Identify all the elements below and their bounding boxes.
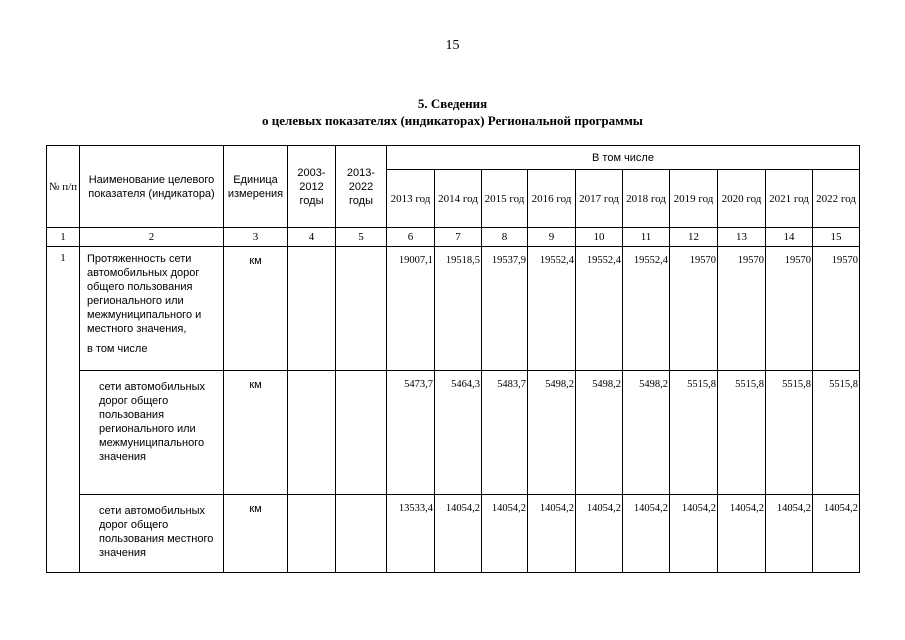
value-cell: 14054,2 [576,495,623,573]
header-name: Наименование целевого показателя (индикатора) [80,146,224,228]
header-num: № п/п [47,146,80,228]
value-cell: 14054,2 [813,495,860,573]
value-cell: 14054,2 [718,495,766,573]
value-cell: 14054,2 [435,495,482,573]
column-number: 11 [623,228,670,247]
period-cell [288,495,336,573]
table-row [47,495,860,573]
value-cell: 5464,3 [435,371,482,495]
value-cell: 19570 [670,247,718,371]
value-cell: 14054,2 [528,495,576,573]
document-title [0,95,905,129]
value-cell: 5498,2 [528,371,576,495]
table-row [47,371,860,495]
value-cell: 5515,8 [718,371,766,495]
indicator-name-text: Протяженность сети автомобильных дорог общего пользования регионального или межмуниципального и местного значения, [87,253,202,335]
indicators-table [46,145,860,573]
column-number: 10 [576,228,623,247]
value-cell: 5498,2 [576,371,623,495]
value-cell: 19552,4 [623,247,670,371]
indicator-name: сети автомобильных дорог общего пользования местного значения [80,495,224,573]
period-cell [288,371,336,495]
value-cell: 5498,2 [623,371,670,495]
unit-cell: км [224,247,288,371]
header-year: 2019 год [670,170,718,228]
header-year: 2014 год [435,170,482,228]
header-year: 2016 год [528,170,576,228]
value-cell: 14054,2 [766,495,813,573]
column-number: 7 [435,228,482,247]
indicator-name: сети автомобильных дорог общего пользования регионального или межмуниципального значения [80,371,224,495]
title-line-1: 5. Сведения [417,96,488,111]
value-cell: 19570 [766,247,813,371]
table-row [47,247,860,371]
header-unit: Единица измерения [224,146,288,228]
header-year: 2021 год [766,170,813,228]
value-cell: 13533,4 [387,495,435,573]
value-cell: 5515,8 [670,371,718,495]
column-number: 4 [288,228,336,247]
period-cell [336,247,387,371]
row-number [47,495,80,573]
period-cell [288,247,336,371]
value-cell: 19552,4 [528,247,576,371]
header-period-2003-2012: 2003-2012 годы [288,146,336,228]
header-year: 2013 год [387,170,435,228]
column-number: 5 [336,228,387,247]
header-period-2013-2022: 2013-2022 годы [336,146,387,228]
value-cell: 14054,2 [482,495,528,573]
indicator-name [80,247,224,371]
row-number: 1 [47,247,80,371]
row-number [47,371,80,495]
column-number: 1 [47,228,80,247]
header-year: 2018 год [623,170,670,228]
unit-cell: км [224,371,288,495]
header-year: 2017 год [576,170,623,228]
indicator-name-suffix: в том числе [87,343,148,355]
column-number: 8 [482,228,528,247]
unit-cell: км [224,495,288,573]
value-cell: 5515,8 [766,371,813,495]
header-year: 2015 год [482,170,528,228]
value-cell: 5473,7 [387,371,435,495]
value-cell: 14054,2 [623,495,670,573]
column-number: 9 [528,228,576,247]
column-number: 2 [80,228,224,247]
value-cell: 14054,2 [670,495,718,573]
value-cell: 19518,5 [435,247,482,371]
column-number: 6 [387,228,435,247]
period-cell [336,495,387,573]
value-cell: 19570 [718,247,766,371]
header-including: В том числе [387,146,860,170]
column-number: 15 [813,228,860,247]
column-number-row [47,228,860,247]
value-cell: 5483,7 [482,371,528,495]
value-cell: 19007,1 [387,247,435,371]
period-cell [336,371,387,495]
header-year: 2020 год [718,170,766,228]
page-number: 15 [445,38,460,53]
header-row-1 [47,146,860,170]
column-number: 3 [224,228,288,247]
value-cell: 5515,8 [813,371,860,495]
column-number: 12 [670,228,718,247]
value-cell: 19537,9 [482,247,528,371]
header-year: 2022 год [813,170,860,228]
value-cell: 19552,4 [576,247,623,371]
column-number: 13 [718,228,766,247]
column-number: 14 [766,228,813,247]
value-cell: 19570 [813,247,860,371]
title-line-2: о целевых показателях (индикаторах) Региональной программы [262,113,643,128]
